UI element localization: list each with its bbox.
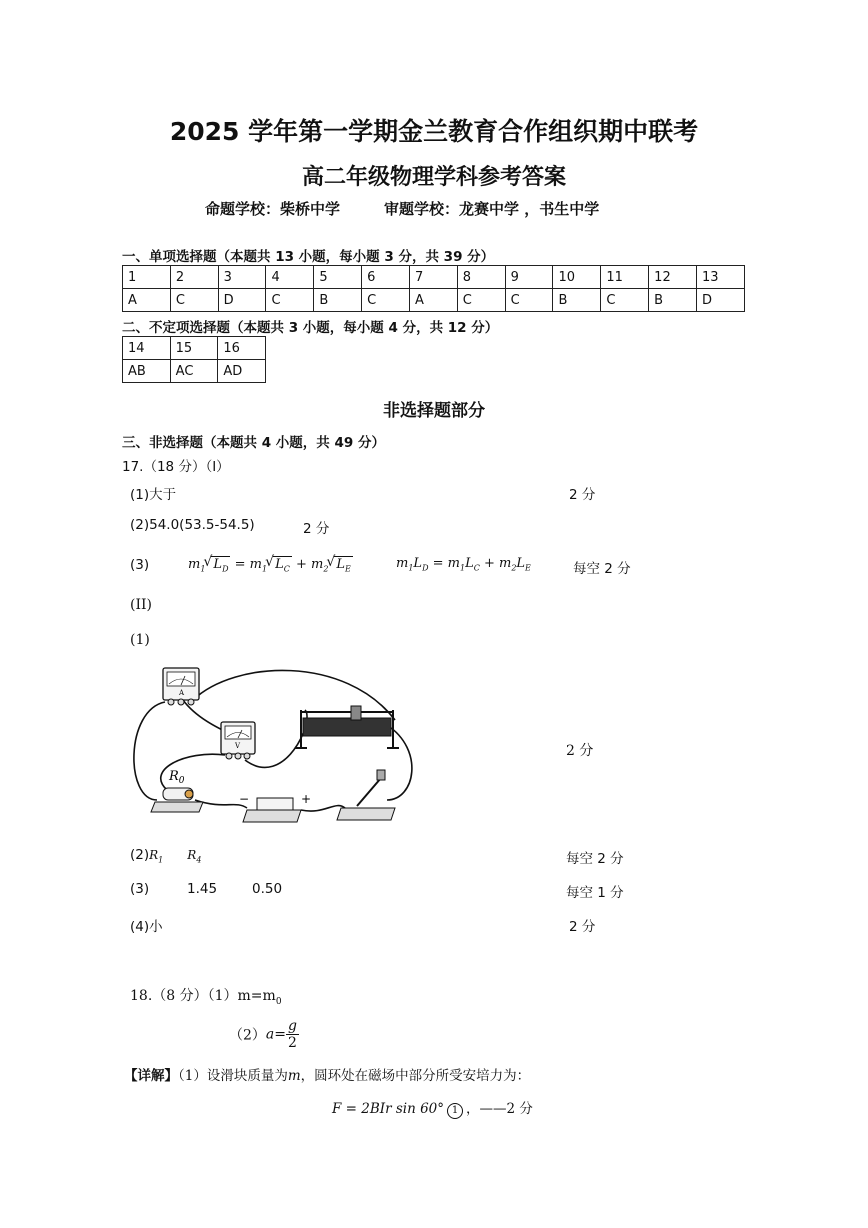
table-cell: 14 [123,337,171,360]
section1-answer-table [122,265,745,312]
table-cell: 8 [457,266,505,289]
table-cell: B [553,289,601,312]
table-cell: A [409,289,457,312]
table-cell: 5 [314,266,362,289]
q17-p3-label: (3) [130,557,150,573]
battery-minus: − [239,792,250,806]
reviewer-school: 审题学校：龙赛中学 ，书生中学 [384,200,600,218]
table-cell: 13 [697,266,745,289]
table-cell: C [457,289,505,312]
battery [239,792,311,822]
table-cell: 16 [218,337,266,360]
switch [337,770,395,820]
r1-subscript: 1 [158,855,164,865]
table-cell: 6 [362,266,410,289]
q17-p2-score: 2 分 [303,521,330,537]
table-cell: 1 [123,266,171,289]
q18-p2 [229,1018,299,1051]
table-cell: C [170,289,218,312]
q17-circuit-score: 2 分 [566,743,594,759]
r0-label: $R_0$ [169,769,185,786]
q18-detail: 【详解】（1）设滑块质量为m，圆环处在磁场中部分所受安培力为： [124,1068,531,1084]
section2-answer-table [122,336,266,383]
ammeter-label: A [179,689,185,697]
fraction [286,1018,299,1051]
q17-s4-score: 2 分 [569,919,596,935]
table-cell: AD [218,360,266,383]
table-cell: C [266,289,314,312]
q17-s4-label: (4)小 [130,919,163,935]
table-cell: 15 [170,337,218,360]
r4-symbol: R [187,848,197,862]
q17-s2-line [130,847,201,864]
table-cell: A [123,289,171,312]
circuit-diagram [125,650,425,830]
table-cell: C [362,289,410,312]
emf-value: 1.45 [187,881,218,897]
ammeter [163,668,199,705]
fraction-denominator: 2 [288,1035,297,1051]
q18-p2-label: （2） [229,1027,266,1044]
table-cell: 10 [553,266,601,289]
internal-resistance-value: 0.50 [252,881,283,897]
table-cell: D [697,289,745,312]
q17-s2-label: (2) [130,847,150,863]
q17-sub1-label: (1) [130,632,150,648]
formula-text: F = 2BIr sin 60° [332,1101,445,1117]
section3-heading: 三、非选择题（本题共 4 小题，共 49 分） [122,435,385,451]
page-subtitle: 高二年级物理学科参考答案 [301,165,566,190]
section2-heading: 二、不定项选择题（本题共 3 小题，每小题 4 分，共 12 分） [122,320,499,336]
rheostat [295,706,399,748]
schools-line [205,198,599,219]
q17-p1-label: (1)大于 [130,487,177,503]
table-row [123,337,266,360]
table-cell: 4 [266,266,314,289]
table-row [123,266,745,289]
q18-header: 18.（8 分）$(1)m=m_0$ [130,988,282,1007]
fraction-numerator: g [288,1018,297,1034]
momentum-equation-linear: $m_1L_D = m_1L_C + m_2L_E$ [396,556,531,573]
formula-score: ，——2 分 [466,1101,533,1117]
table-cell: 3 [218,266,266,289]
section1-heading: 一、单项选择题（本题共 13 小题，每小题 3 分，共 39 分） [122,249,495,265]
table-cell: 11 [601,266,649,289]
q17-s3-score: 每空 1 分 [566,885,624,901]
table-cell: AC [170,360,218,383]
table-cell: C [601,289,649,312]
q17-p2-label: (2)54.0(53.5-54.5) [130,517,255,533]
nonchoice-title: 非选择题部分 [383,401,485,421]
table-cell: B [649,289,697,312]
table-cell: 2 [170,266,218,289]
detail-tag: 【详解】 [124,1068,178,1084]
table-cell: AB [123,360,171,383]
battery-plus: + [301,792,312,806]
ampere-force-formula [332,1097,533,1119]
table-row [123,360,266,383]
momentum-equation-sqrt: $m_1√$ $L_D = m_1√$ $L_C + m_2√$ $L_E$ [188,556,353,574]
equals-sign: = [274,1026,287,1043]
voltmeter [221,722,255,759]
table-cell: 9 [505,266,553,289]
table-cell: C [505,289,553,312]
table-cell: B [314,289,362,312]
r1-symbol: R [149,848,159,862]
q17-p3-score: 每空 2 分 [573,561,631,577]
q17-s3-label: (3) [130,881,150,897]
resistor-r0 [151,769,203,812]
r4-subscript: 4 [196,855,202,865]
voltmeter-label: V [235,742,241,750]
table-cell: 12 [649,266,697,289]
proposer-school: 命题学校：柴桥中学 [205,200,341,218]
table-row [123,289,745,312]
table-cell: 7 [409,266,457,289]
page-title: 2025 学年第一学期金兰教育合作组织期中联考 [169,117,699,146]
q17-part2-label: (II) [130,597,152,613]
q17-p1-score: 2 分 [569,487,596,503]
equation-number: 1 [447,1103,463,1119]
accel-symbol: a [265,1026,275,1043]
q17-s2-score: 每空 2 分 [566,851,624,867]
table-cell: D [218,289,266,312]
q17-header: 17.（18 分）（I） [122,459,230,475]
